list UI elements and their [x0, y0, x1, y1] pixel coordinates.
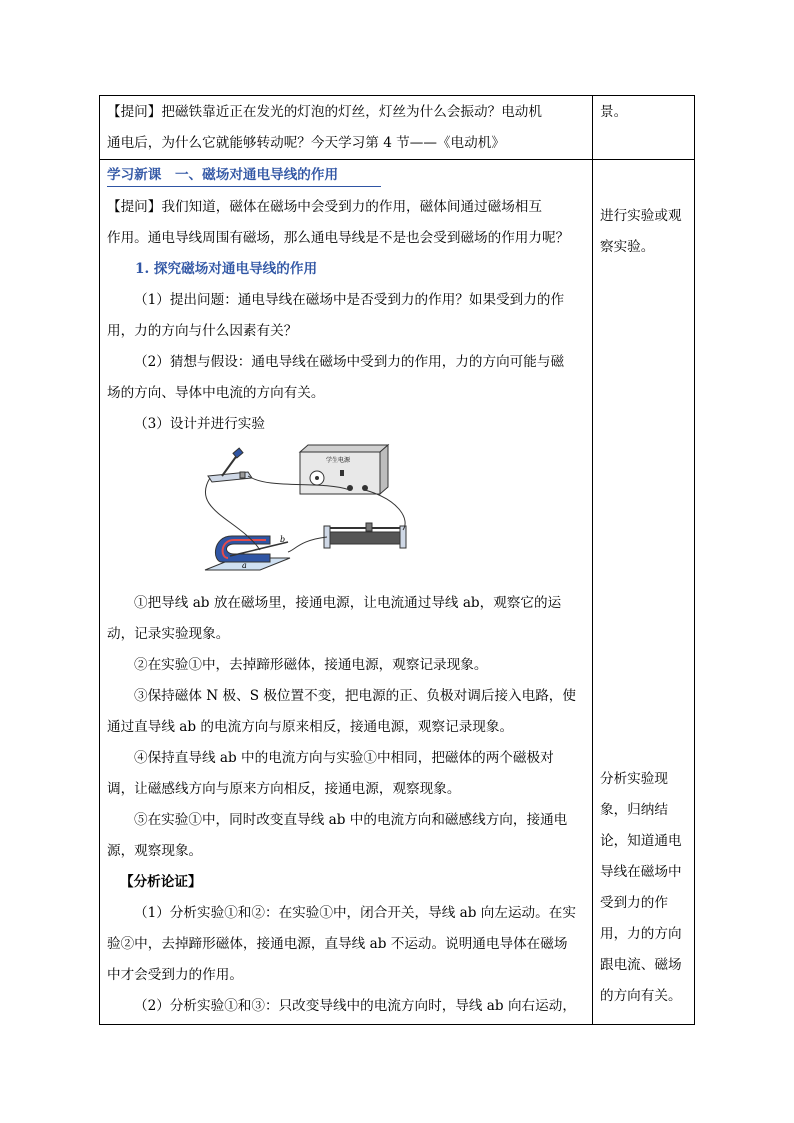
intro-question-line-2: 通电后，为什么它就能够转动呢？今天学习第 4 节——《电动机》 — [107, 135, 505, 151]
side-note-1-line-2: 察实验。 — [600, 239, 655, 255]
side-note-2-line-2: 象，归纳结 — [600, 802, 668, 818]
side-note-2-line-7: 跟电流、磁场 — [600, 957, 682, 973]
table-border-left — [99, 95, 100, 1025]
subsection-title: 1. 探究磁场对通电导线的作用 — [135, 261, 318, 277]
power-supply — [300, 445, 388, 494]
new-question-line-2: 作用。通电导线周围有磁场，那么通电导线是不是也会受到磁场的作用力呢？ — [107, 230, 570, 246]
analysis-title: 【分析论证】 — [120, 874, 202, 890]
side-note-2-line-5: 受到力的作 — [600, 895, 668, 911]
side-note-2-line-8: 的方向有关。 — [600, 988, 682, 1004]
table-column-divider — [592, 95, 593, 1025]
step4-line-2: 调，让磁感线方向与原来方向相反，接通电源，观察现象。 — [107, 781, 461, 797]
step4-line-1: ④保持直导线 ab 中的电流方向与实验①中相同，把磁体的两个磁极对 — [134, 750, 554, 766]
table-border-bottom — [99, 1024, 695, 1025]
step3-line-1: ③保持磁体 N 极、S 极位置不变，把电源的正、负极对调后接入电路，使 — [134, 688, 576, 704]
side-note-row1: 景。 — [600, 104, 628, 120]
q3-line: （3）设计并进行实验 — [134, 416, 265, 432]
q2-line-2: 场的方向、导体中电流的方向有关。 — [107, 385, 325, 401]
table-border-right — [694, 95, 695, 1025]
side-note-2-line-1: 分析实验现 — [600, 771, 668, 787]
side-note-2-line-3: 论，知道通电 — [600, 833, 682, 849]
q2-line-1: （2）猜想与假设：通电导线在磁场中受到力的作用，力的方向可能与磁 — [134, 354, 565, 370]
q1-line-2: 用，力的方向与什么因素有关？ — [107, 323, 298, 339]
wire-label-b: b — [280, 535, 286, 544]
step5-line-2: 源，观察现象。 — [107, 843, 203, 859]
side-note-2-line-6: 用，力的方向 — [600, 926, 682, 942]
table-border-top — [99, 95, 695, 96]
analysis1-line-2: 验②中，去掉蹄形磁体，接通电源，直导线 ab 不运动。说明通电导体在磁场 — [107, 936, 568, 952]
section-title: 学习新课 一、磁场对通电导线的作用 — [107, 167, 339, 183]
rheostat — [324, 523, 406, 548]
q1-line-1: （1）提出问题：通电导线在磁场中是否受到力的作用？如果受到力的作 — [134, 292, 565, 308]
horseshoe-magnet — [205, 536, 290, 570]
step5-line-1: ⑤在实验①中，同时改变直导线 ab 中的电流方向和磁感线方向，接通电 — [134, 812, 568, 828]
knife-switch — [208, 448, 252, 482]
new-question-line-1: 【提问】我们知道，磁体在磁场中会受到力的作用，磁体间通过磁场相互 — [107, 199, 542, 215]
intro-question-line-1: 【提问】把磁铁靠近正在发光的灯泡的灯丝，灯丝为什么会振动？电动机 — [107, 104, 542, 120]
section-title-underline — [107, 186, 381, 187]
experiment-diagram — [200, 440, 420, 585]
step1-line-2: 动，记录实验现象。 — [107, 626, 230, 642]
analysis2-line: （2）分析实验①和③：只改变导线中的电流方向时，导线 ab 向右运动， — [134, 998, 576, 1014]
step2-line: ②在实验①中，去掉蹄形磁体，接通电源，观察记录现象。 — [134, 657, 488, 673]
step1-line-1: ①把导线 ab 放在磁场里，接通电源，让电流通过导线 ab，观察它的运 — [134, 595, 562, 611]
side-note-2-line-4: 导线在磁场中 — [600, 864, 682, 880]
wire-label-a: a — [242, 561, 247, 570]
step3-line-2: 通过直导线 ab 的电流方向与原来相反，接通电源，观察记录现象。 — [107, 719, 514, 735]
analysis1-line-1: （1）分析实验①和②：在实验①中，闭合开关，导线 ab 向左运动。在实 — [134, 905, 576, 921]
side-note-1-line-1: 进行实验或观 — [600, 208, 682, 224]
power-supply-label: 学生电源 — [326, 457, 351, 464]
analysis1-line-3: 中才会受到力的作用。 — [107, 967, 243, 983]
